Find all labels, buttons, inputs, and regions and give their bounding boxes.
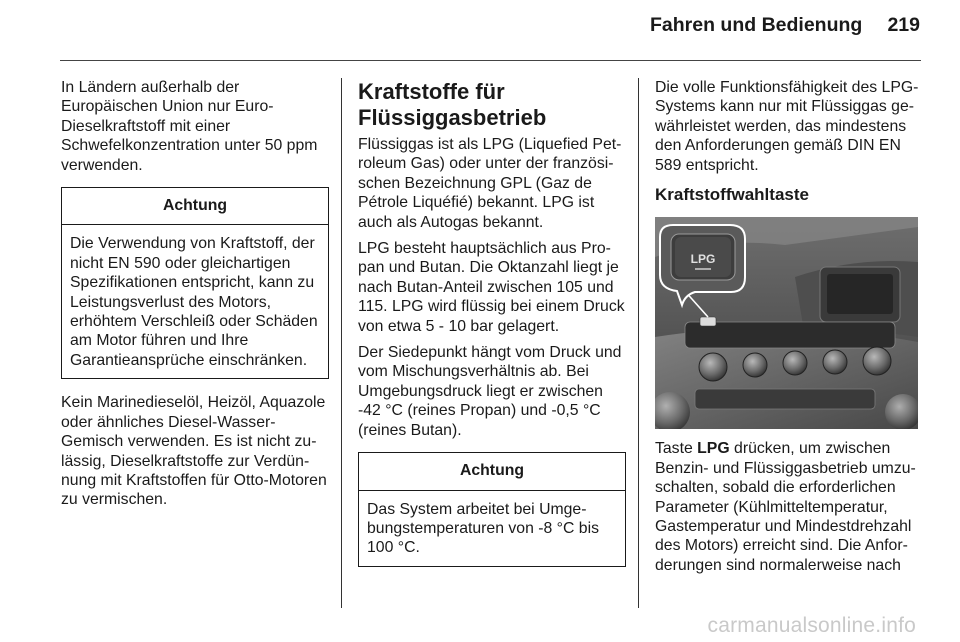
paragraph: LPG besteht hauptsächlich aus Propan und Butan. Die Oktanzahl liegt je nach Butan-Anteil zwischen 105 und 115. LPG wird flüssig bei einem Druck von etwa 5 - 10 bar gelagert. <box>358 240 625 335</box>
column-1 <box>61 78 329 517</box>
dashboard-photo <box>655 217 918 429</box>
lpg-button-label: LPG <box>690 252 716 267</box>
header-divider <box>60 60 921 61</box>
warning-text: Das System arbeitet bei Umgebungstemperaturen von -8 °C bis 100 °C. <box>367 500 599 557</box>
section-heading: Kraftstoffe für Flüssiggasbetrieb <box>358 79 547 130</box>
running-header-title: Fahren und Bedienung <box>650 14 863 36</box>
watermark: carmanualsonline.info <box>707 614 916 637</box>
paragraph: Die volle Funktionsfähigkeit des LPG-Systems kann nur mit Flüssiggas gewährleistet werden, das mindestens den Anforderungen gemäß DIN EN 589 entspricht. <box>655 79 919 174</box>
column-divider-1 <box>341 78 342 608</box>
dashboard-illustration <box>655 217 918 429</box>
page-number: 219 <box>887 14 920 36</box>
warning-text: Die Verwendung von Kraftstoff, der nicht EN 590 oder gleichartigen Spezifikationen entspricht, kann zu Leistungsverlust des Motors, erhöhtem Verschleiß oder Schäden am Motor führen und Ihre Garantieansprüche einschränken. <box>70 235 318 369</box>
subsection-heading: Kraftstoffwahltaste <box>655 185 809 205</box>
warning-box <box>61 187 329 379</box>
paragraph: Kein Marinedieselöl, Heizöl, Aquazole oder ähnliches Diesel-Wasser-Gemisch verwenden. Es ist nicht zulässig, Dieselkraftstoffe zur Verdünnung mit Kraftstoffen für Otto-Motoren zu vermischen. <box>61 394 327 509</box>
paragraph: Der Siedepunkt hängt vom Druck und vom Mischungsverhältnis ab. Bei Umgebungsdruck liegt er zwischen -42 °C (reines Propan) und -0,5 °C (reines Butan). <box>358 344 622 439</box>
paragraph: Taste LPG drücken, um zwischen Benzin- und Flüssiggasbetrieb umzuschalten, sobald die erforderlichen Parameter (Kühlmitteltemperatur, Gastemperatur und Mindestdrehzahl des Motors) erreicht sind. Die Anforderungen sind normalerweise nach <box>655 440 916 574</box>
column-3 <box>655 78 923 582</box>
paragraph: In Ländern außerhalb der Europäischen Union nur Euro-Dieselkraftstoff mit einer Schwefelkonzentration unter 50 ppm verwenden. <box>61 79 318 174</box>
column-2 <box>358 79 626 581</box>
column-divider-2 <box>638 78 639 608</box>
lpg-key-label: LPG <box>697 440 730 458</box>
paragraph: Flüssiggas ist als LPG (Liquefied Petroleum Gas) oder unter der französischen Bezeichnung GPL (Gaz de Pétrole Liquéfié) bekannt. LPG ist auch als Autogas bekannt. <box>358 136 622 231</box>
warning-title: Achtung <box>359 453 625 490</box>
warning-box <box>358 452 626 567</box>
warning-title: Achtung <box>62 188 328 225</box>
